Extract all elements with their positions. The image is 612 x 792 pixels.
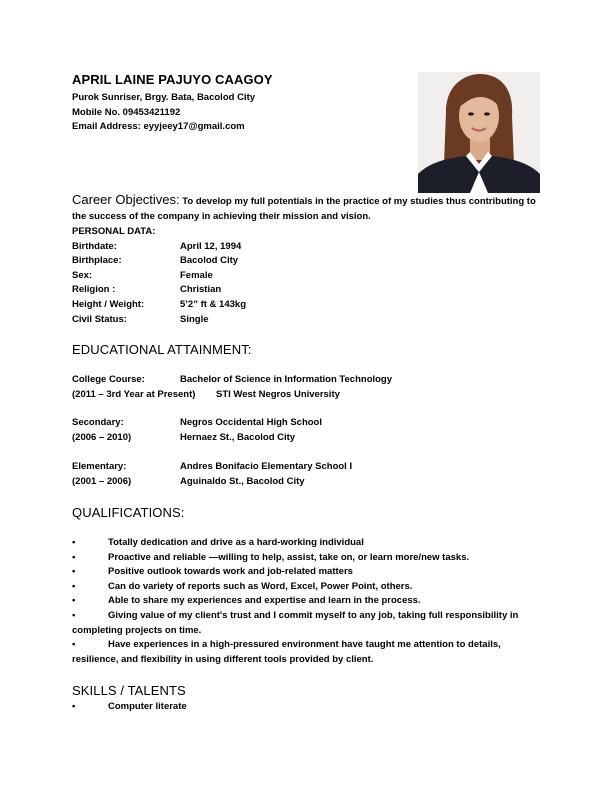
education-school: Aguinaldo St., Bacolod City [180, 475, 305, 487]
skills-list [72, 700, 544, 715]
education-secondary [72, 416, 322, 445]
qualifications-heading: QUALIFICATIONS: [72, 505, 185, 520]
list-item [72, 609, 544, 638]
bullet-icon: • [72, 639, 76, 651]
education-value: Andres Bonifacio Elementary School I [180, 461, 353, 472]
personal-value: Single [180, 313, 209, 325]
education-row [72, 460, 352, 475]
bullet-icon: • [72, 701, 76, 712]
list-item [72, 536, 544, 551]
list-item [72, 551, 544, 566]
personal-row [72, 269, 246, 284]
list-item [72, 580, 544, 595]
education-row [72, 416, 322, 431]
personal-value: Bacolod City [180, 255, 239, 267]
personal-value: Female [180, 269, 213, 281]
qualification-text: Positive outlook towards work and job-related matters [108, 566, 353, 578]
personal-key: Birthdate: [72, 240, 117, 252]
personal-row [72, 283, 246, 298]
education-row [72, 388, 392, 403]
profile-photo [418, 72, 540, 193]
personal-value: Christian [180, 284, 222, 296]
list-item [72, 638, 544, 667]
personal-data [72, 225, 246, 327]
personal-row [72, 254, 246, 269]
education-years: (2011 – 3rd Year at Present) [72, 388, 196, 400]
education-school: Hernaez St., Bacolod City [180, 431, 296, 443]
skill-text: Computer literate [108, 701, 187, 712]
career-objectives [72, 193, 542, 224]
education-college [72, 373, 392, 402]
personal-key: Civil Status: [72, 313, 127, 325]
list-item [72, 594, 544, 609]
personal-row [72, 298, 246, 313]
education-elementary [72, 460, 352, 489]
email-line: Email Address: eyyjeey17@gmail.com [72, 121, 245, 133]
bullet-icon: • [72, 609, 76, 621]
education-key: College Course: [72, 374, 145, 385]
qualification-text: Proactive and reliable —willing to help, assist, take on, or learn more/new tasks. [108, 551, 470, 563]
qualification-text: Can do variety of reports such as Word, Excel, Power Point, others. [108, 580, 413, 592]
address-line: Purok Sunriser, Brgy. Bata, Bacolod City [72, 92, 256, 103]
qualification-text: Giving value of my client's trust and I commit myself to any job, taking full responsibility in completing projects on time. [72, 609, 519, 636]
bullet-icon: • [72, 537, 76, 548]
education-key: Elementary: [72, 461, 127, 472]
bullet-icon: • [72, 580, 76, 592]
personal-row [72, 240, 246, 255]
education-years: (2001 – 2006) [72, 475, 132, 487]
objective-label: Career Objectives: [72, 192, 180, 207]
personal-key: Birthplace: [72, 255, 122, 267]
applicant-name: APRIL LAINE PAJUYO CAAGOY [72, 72, 273, 87]
mobile-line: Mobile No. 09453421192 [72, 106, 181, 118]
bullet-icon: • [72, 595, 76, 607]
objective-text: To develop my full potentials in the practice of my studies thus contributing to the success of the company in achieving their mission and vision. [72, 196, 536, 222]
education-row [72, 373, 392, 388]
list-item [72, 700, 544, 715]
education-school: STI West Negros University [216, 388, 340, 400]
education-row [72, 431, 322, 446]
skills-heading: SKILLS / TALENTS [72, 683, 186, 698]
personal-value: 5’2” ft & 143kg [180, 298, 246, 310]
qualification-text: Totally dedication and drive as a hard-working individual [108, 537, 364, 548]
bullet-icon: • [72, 551, 76, 563]
education-row [72, 475, 352, 490]
education-key: Secondary: [72, 417, 124, 428]
bullet-icon: • [72, 566, 76, 578]
qualification-text: Have experiences in a high-pressured environment have taught me attention to details, resilience, and flexibility in using different tools provided by client. [72, 639, 501, 665]
personal-key: Religion : [72, 284, 116, 296]
personal-key: Height / Weight: [72, 298, 145, 310]
qualification-text: Able to share my experiences and expertise and learn in the process. [108, 595, 421, 607]
personal-key: Sex: [72, 269, 93, 281]
qualifications-list [72, 536, 544, 667]
personal-data-heading: PERSONAL DATA: [72, 226, 156, 237]
education-heading: EDUCATIONAL ATTAINMENT: [72, 342, 252, 357]
list-item [72, 565, 544, 580]
personal-row [72, 313, 246, 328]
education-years: (2006 – 2010) [72, 431, 132, 443]
personal-value: April 12, 1994 [180, 240, 242, 252]
contact-block [72, 91, 255, 135]
education-value: Bachelor of Science in Information Technology [180, 374, 393, 385]
education-value: Negros Occidental High School [180, 417, 322, 428]
